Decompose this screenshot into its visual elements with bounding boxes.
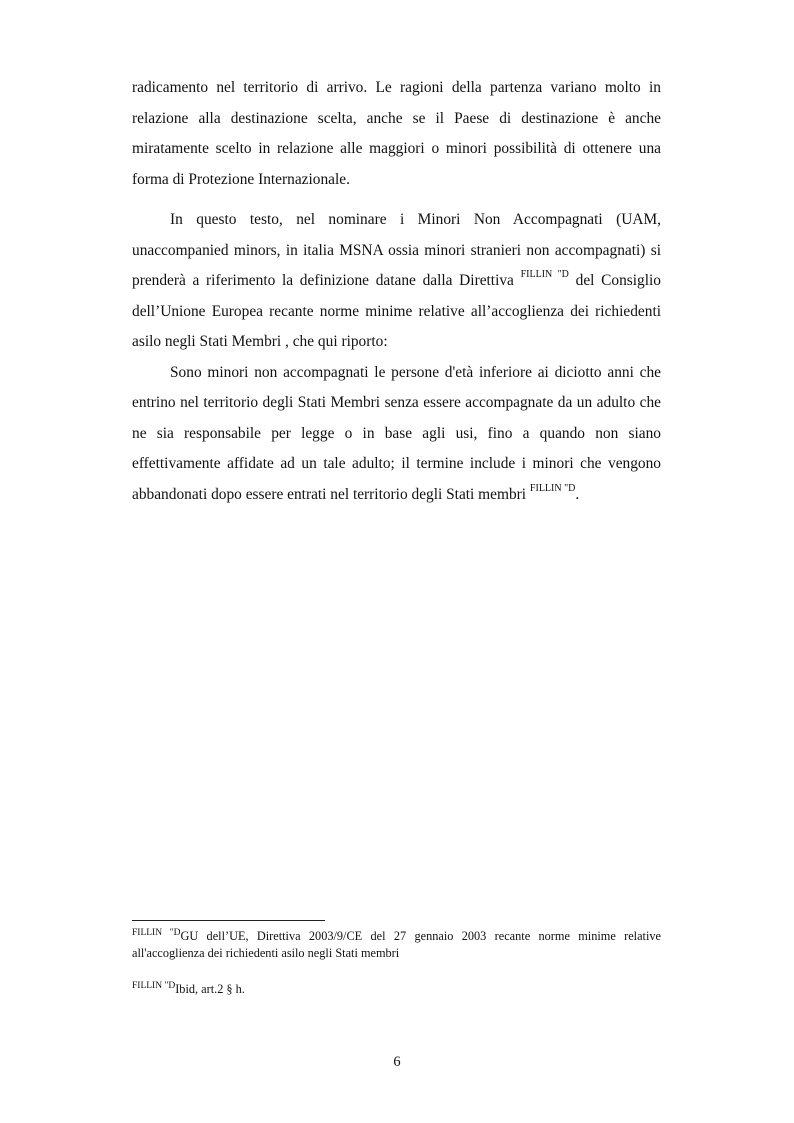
page-number: 6	[393, 1054, 401, 1070]
footnotes	[132, 920, 661, 998]
footnote-1-text: GU dell’UE, Direttiva 2003/9/CE del 27 gennaio 2003 recante norme minime relative all'accoglienza dei richiedenti asilo negli Stati membri	[132, 929, 661, 960]
body-text	[132, 73, 661, 510]
footnote-1-mark: FILLIN "D	[132, 928, 181, 938]
footnote-2-mark: FILLIN "D	[132, 981, 176, 991]
footnote-reference-2: FILLIN "D	[529, 482, 576, 494]
paragraph-2-text-a: In questo testo, nel nominare i Minori Non Accompagnati (UAM, unaccompanied minors, in italia MSNA ossia minori stranieri non accompagnati) si prenderà a riferimento la definizione datane dalla Direttiva	[132, 211, 661, 289]
footnote-reference-1: FILLIN "D	[520, 269, 569, 280]
footnote-separator	[132, 920, 325, 921]
paragraph-3-text: Sono minori non accompagnati le persone d'età inferiore ai diciotto anni che entrino nel territorio degli Stati Membri senza essere accompagnate da un adulto che ne sia responsabile per legge o in base agli usi, fino a quando non siano effettivamente affidate ad un tale adulto; il termine include i minori che vengono abbandonati dopo essere entrati nel territorio degli Stati membri	[132, 363, 661, 503]
paragraph-3-quote	[132, 358, 661, 511]
footnote-2	[132, 981, 661, 998]
paragraph-3-end: .	[575, 485, 580, 503]
footnote-1	[132, 928, 661, 962]
footnote-2-text: Ibid, art.2 § h.	[175, 982, 245, 996]
paragraph-2-text-b: del Consiglio dell’Unione Europea recante norme minime relative all’accoglienza dei richiedenti asilo negli Stati Membri , che qui riporto:	[132, 272, 661, 350]
paragraph-2	[132, 205, 661, 358]
paragraph-1: radicamento nel territorio di arrivo. Le ragioni della partenza variano molto in relazione alla destinazione scelta, anche se il Paese di destinazione è anche miratamente scelto in relazione alle maggiori o minori possibilità di ottenere una forma di Protezione Internazionale.	[132, 79, 661, 188]
